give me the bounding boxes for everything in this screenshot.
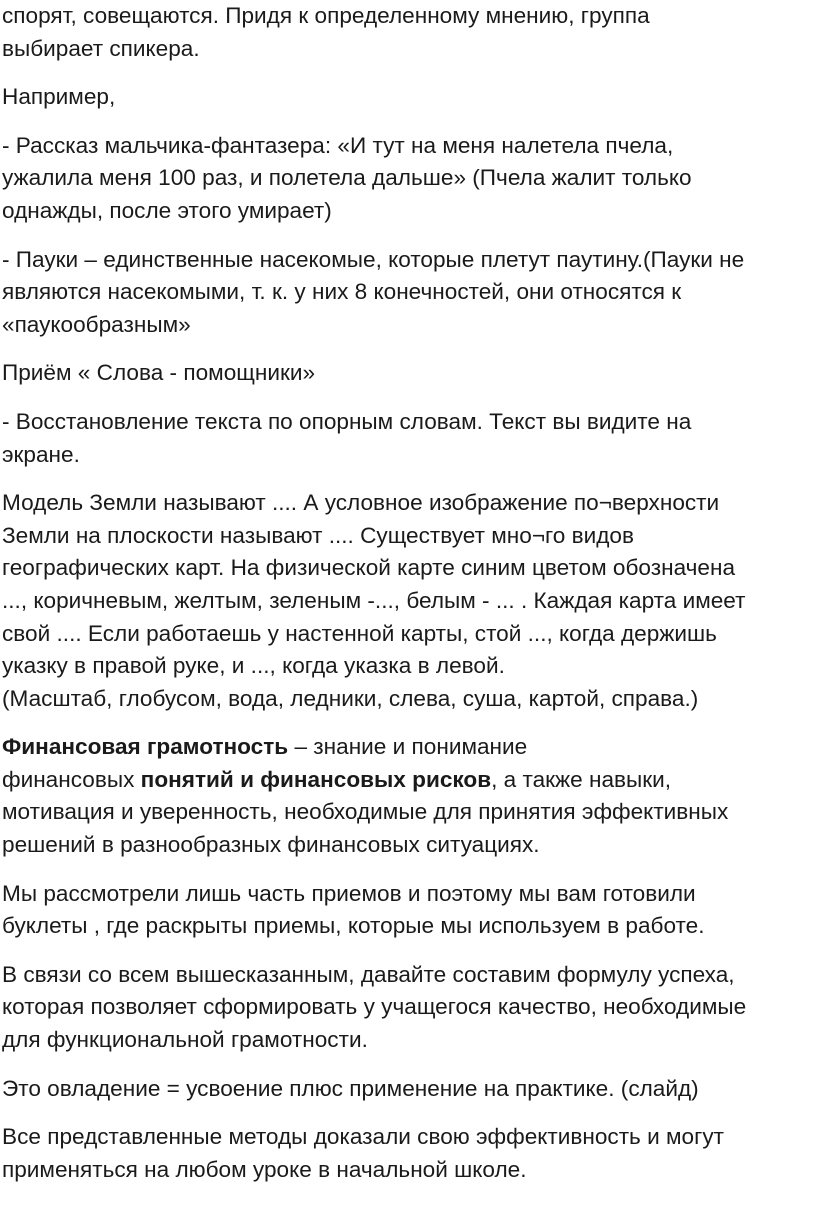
document-body bbox=[2, 0, 814, 1186]
text-line: «паукообразным» bbox=[2, 311, 191, 337]
paragraph-group-speaker bbox=[2, 0, 814, 65]
text-line: экране. bbox=[2, 441, 80, 467]
paragraph-spiders bbox=[2, 244, 814, 342]
text-line: Мы рассмотрели лишь часть приемов и поэтому мы вам готовили bbox=[2, 880, 696, 906]
text-line: Модель Земли называют .... А условное изображение по¬верхности bbox=[2, 490, 720, 516]
text-fragment: финансовых bbox=[2, 766, 141, 792]
paragraph-text-restoration bbox=[2, 406, 814, 471]
text-line: выбирает спикера. bbox=[2, 35, 200, 61]
text-line: мотивация и уверенность, необходимые для принятия эффективных bbox=[2, 799, 729, 825]
text-line: Земли на плоскости называют .... Существует мно¬го видов bbox=[2, 522, 634, 548]
term-concepts-and-risks: понятий и финансовых рисков bbox=[140, 766, 492, 792]
paragraph-bee-story bbox=[2, 130, 814, 228]
text-fragment: – знание и понимание bbox=[288, 734, 528, 760]
paragraph-technique-title bbox=[2, 357, 814, 390]
term-financial-literacy: Финансовая грамотность bbox=[2, 734, 289, 760]
text-line: Приём « Слова - помощники» bbox=[2, 360, 316, 386]
text-line bbox=[2, 764, 814, 797]
text-line: буклеты , где раскрыты приемы, которые мы используем в работе. bbox=[2, 913, 705, 939]
text-line bbox=[2, 731, 814, 764]
text-line: применяться на любом уроке в начальной школе. bbox=[2, 1156, 527, 1182]
text-line: В связи со всем вышесказанным, давайте составим формулу успеха, bbox=[2, 961, 735, 987]
text-line: которая позволяет сформировать у учащегося качество, необходимые bbox=[2, 994, 747, 1020]
text-fragment: , а также навыки, bbox=[491, 766, 672, 792]
text-line: - Пауки – единственные насекомые, которые плетут паутину.(Пауки не bbox=[2, 246, 745, 272]
text-line: Это овладение = усвоение плюс применение на практике. (слайд) bbox=[2, 1075, 699, 1101]
paragraph-success-formula bbox=[2, 959, 814, 1057]
text-line: указку в правой руке, и ..., когда указка в левой. bbox=[2, 653, 505, 679]
text-line: - Восстановление текста по опорным словам. Текст вы видите на bbox=[2, 408, 692, 434]
paragraph-example-intro bbox=[2, 81, 814, 114]
paragraph-mastery-equation bbox=[2, 1073, 814, 1106]
text-line: Например, bbox=[2, 84, 116, 110]
text-line: однажды, после этого умирает) bbox=[2, 197, 332, 223]
text-line: Все представленные методы доказали свою эффективность и могут bbox=[2, 1124, 724, 1150]
text-line: являются насекомыми, т. к. у них 8 конечностей, они относятся к bbox=[2, 279, 682, 305]
text-line: спорят, совещаются. Придя к определенному мнению, группа bbox=[2, 3, 650, 28]
text-line: ..., коричневым, желтым, зеленым -..., белым - ... . Каждая карта имеет bbox=[2, 587, 746, 613]
text-line: (Масштаб, глобусом, вода, ледники, слева, суша, картой, справа.) bbox=[2, 685, 699, 711]
paragraph-booklets bbox=[2, 878, 814, 943]
text-line: географических карт. На физической карте синим цветом обозначена bbox=[2, 555, 736, 581]
text-line: ужалила меня 100 раз, и полетела дальше» (Пчела жалит только bbox=[2, 165, 692, 191]
paragraph-financial-literacy bbox=[2, 731, 814, 861]
text-line: - Рассказ мальчика-фантазера: «И тут на меня налетела пчела, bbox=[2, 132, 674, 158]
text-line: решений в разнообразных финансовых ситуациях. bbox=[2, 832, 540, 858]
paragraph-map-exercise bbox=[2, 487, 814, 715]
text-line: свой .... Если работаешь у настенной карты, стой ..., когда держишь bbox=[2, 620, 717, 646]
text-line: для функциональной грамотности. bbox=[2, 1027, 368, 1053]
paragraph-conclusion bbox=[2, 1121, 814, 1186]
